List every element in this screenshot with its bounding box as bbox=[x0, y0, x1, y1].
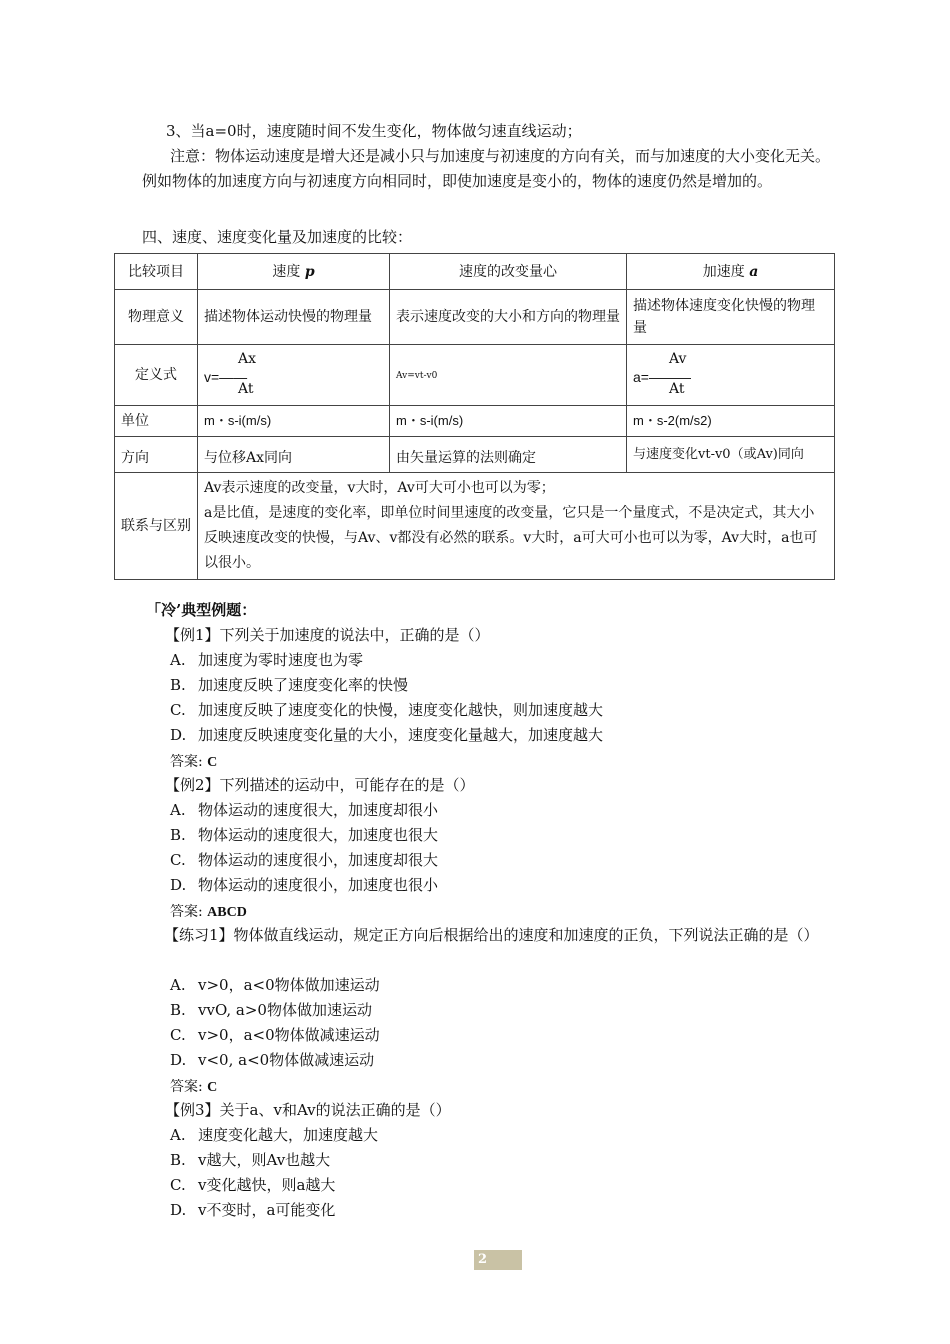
option-text: vvO, a>0物体做加速运动 bbox=[198, 1001, 372, 1019]
practice-1-option-b bbox=[170, 998, 372, 1023]
option-letter: B. bbox=[170, 1151, 186, 1169]
row-label-unit: 单位 bbox=[115, 406, 198, 437]
option-letter: D. bbox=[170, 876, 187, 894]
row-label-meaning: 物理意义 bbox=[115, 290, 198, 345]
example-3-option-a bbox=[170, 1123, 378, 1148]
option-letter: A. bbox=[170, 651, 186, 669]
option-text: v>0，a<0物体做减速运动 bbox=[198, 1026, 380, 1044]
practice-1-question: 【练习1】物体做直线运动，规定正方向后根据给出的速度和加速度的正负，下列说法正确的是（） bbox=[164, 926, 819, 944]
cell-unit-change: m・s-i(m/s) bbox=[390, 406, 627, 437]
answer-value: C bbox=[207, 1080, 218, 1095]
option-text: v变化越快，则a越大 bbox=[198, 1176, 336, 1194]
relation-line-1: Av表示速度的改变量，v大时，Av可大可小也可以为零； bbox=[204, 480, 555, 496]
section-4-heading: 四、速度、速度变化量及加速度的比较： bbox=[142, 228, 413, 246]
option-text: v>0，a<0物体做加速运动 bbox=[198, 976, 380, 994]
option-letter: B. bbox=[170, 1001, 186, 1019]
def-a-numerator: Av bbox=[669, 351, 687, 367]
page-number: 2 bbox=[474, 1250, 522, 1270]
option-letter: A. bbox=[170, 801, 186, 819]
def-a-lhs: a=——— bbox=[633, 369, 691, 385]
def-v-denominator: At bbox=[238, 381, 254, 397]
point-3-text: 3、当a=0时，速度随时间不发生变化，物体做匀速直线运动； bbox=[166, 122, 582, 140]
table-header-row bbox=[115, 254, 835, 290]
option-text: 加速度为零时速度也为零 bbox=[198, 651, 364, 669]
header-acceleration-label: 加速度 bbox=[702, 263, 745, 280]
def-dv-formula: Av=vt-v0 bbox=[396, 371, 438, 381]
examples-title: 「冷’典型例题： bbox=[146, 601, 257, 619]
option-letter: C. bbox=[170, 1176, 186, 1194]
option-letter: D. bbox=[170, 1201, 187, 1219]
header-velocity bbox=[198, 254, 390, 290]
example-2-question: 【例2】下列描述的运动中，可能存在的是（） bbox=[165, 776, 475, 794]
cell-meaning-acceleration: 描述物体速度变化快慢的物理量 bbox=[627, 290, 835, 345]
option-letter: D. bbox=[170, 726, 187, 744]
answer-label: 答案: bbox=[170, 1079, 203, 1095]
option-text: 加速度反映了速度变化率的快慢 bbox=[198, 676, 409, 694]
option-letter: B. bbox=[170, 676, 186, 694]
cell-relation bbox=[198, 473, 835, 580]
option-letter: C. bbox=[170, 1026, 186, 1044]
option-letter: B. bbox=[170, 826, 186, 844]
example-2-option-d bbox=[170, 873, 438, 898]
option-letter: C. bbox=[170, 701, 186, 719]
option-letter: C. bbox=[170, 851, 186, 869]
practice-1-option-a bbox=[170, 973, 380, 998]
def-v-numerator: Ax bbox=[238, 351, 257, 367]
cell-def-acceleration bbox=[627, 345, 835, 406]
table-row-direction bbox=[115, 437, 835, 473]
row-label-relation: 联系与区别 bbox=[115, 473, 198, 580]
option-text: 物体运动的速度很小，加速度却很大 bbox=[198, 851, 439, 869]
answer-value: ABCD bbox=[207, 905, 247, 920]
example-1-option-c bbox=[170, 698, 603, 723]
practice-1-answer bbox=[170, 1076, 217, 1096]
practice-1-option-c bbox=[170, 1023, 380, 1048]
header-velocity-label: 速度 bbox=[272, 263, 301, 280]
option-text: 加速度反映速度变化量的大小，速度变化量越大，加速度越大 bbox=[198, 726, 604, 744]
cell-unit-acceleration: m・s-2(m/s2) bbox=[627, 406, 835, 437]
option-text: v越大，则Av也越大 bbox=[198, 1151, 331, 1169]
example-2-option-b bbox=[170, 823, 438, 848]
table-row-meaning bbox=[115, 290, 835, 345]
header-acceleration bbox=[627, 254, 835, 290]
example-2-option-c bbox=[170, 848, 438, 873]
example-3-option-b bbox=[170, 1148, 330, 1173]
cell-unit-velocity: m・s-i(m/s) bbox=[198, 406, 390, 437]
header-velocity-change: 速度的改变量心 bbox=[390, 254, 627, 290]
table-row-unit bbox=[115, 406, 835, 437]
option-text: 物体运动的速度很大，加速度也很大 bbox=[198, 826, 439, 844]
example-3-option-d bbox=[170, 1198, 335, 1223]
cell-dir-velocity: 与位移Ax同向 bbox=[198, 437, 390, 473]
header-compare-item: 比较项目 bbox=[115, 254, 198, 290]
table-row-definition bbox=[115, 345, 835, 406]
relation-line-2: a是比值，是速度的变化率，即单位时间里速度的改变量，它只是一个量度式，不是决定式，其大小反映速度改变的快慢，与Av、v都没有必然的联系。v大时，a可大可小也可以为零，Av大时，a也可以很小。 bbox=[204, 505, 818, 571]
example-1-answer bbox=[170, 751, 217, 771]
cell-def-change bbox=[390, 345, 627, 406]
example-3-question: 【例3】关于a、v和Av的说法正确的是（） bbox=[165, 1101, 451, 1119]
option-text: v不变时，a可能变化 bbox=[198, 1201, 336, 1219]
table-row-relation bbox=[115, 473, 835, 580]
cell-dir-change: 由矢量运算的法则确定 bbox=[390, 437, 627, 473]
option-text: 速度变化越大，加速度越大 bbox=[198, 1126, 379, 1144]
answer-value: C bbox=[207, 755, 218, 770]
option-letter: D. bbox=[170, 1051, 187, 1069]
comparison-table bbox=[114, 253, 835, 580]
example-1-option-b bbox=[170, 673, 408, 698]
example-2-answer bbox=[170, 901, 247, 921]
cell-meaning-velocity: 描述物体运动快慢的物理量 bbox=[198, 290, 390, 345]
example-1-option-d bbox=[170, 723, 603, 748]
example-3-option-c bbox=[170, 1173, 335, 1198]
example-2-option-a bbox=[170, 798, 438, 823]
option-text: 物体运动的速度很大，加速度却很小 bbox=[198, 801, 439, 819]
option-text: v<0, a<0物体做减速运动 bbox=[198, 1051, 375, 1069]
row-label-direction: 方向 bbox=[115, 437, 198, 473]
row-label-definition: 定义式 bbox=[115, 345, 198, 406]
cell-meaning-change: 表示速度改变的大小和方向的物理量 bbox=[390, 290, 627, 345]
header-acceleration-symbol: a bbox=[749, 263, 759, 280]
def-v-lhs: v=—— bbox=[204, 369, 248, 385]
option-text: 物体运动的速度很小，加速度也很小 bbox=[198, 876, 439, 894]
practice-1-option-d bbox=[170, 1048, 374, 1073]
cell-dir-acceleration: 与速度变化vt-v0（或Av)同向 bbox=[627, 437, 835, 473]
option-text: 加速度反映了速度变化的快慢，速度变化越快，则加速度越大 bbox=[198, 701, 604, 719]
note-paragraph: 注意：物体运动速度是增大还是减小只与加速度与初速度的方向有关，而与加速度的大小变化无关。例如物体的加速度方向与初速度方向相同时，即使加速度是变小的，物体的速度仍然是增加的。 bbox=[142, 147, 831, 190]
example-1-option-a bbox=[170, 648, 363, 673]
answer-label: 答案: bbox=[170, 754, 203, 770]
option-letter: A. bbox=[170, 976, 186, 994]
header-velocity-symbol: p bbox=[304, 263, 315, 280]
def-a-denominator: At bbox=[669, 381, 685, 397]
option-letter: A. bbox=[170, 1126, 186, 1144]
example-1-question: 【例1】下列关于加速度的说法中，正确的是（） bbox=[165, 626, 490, 644]
cell-def-velocity bbox=[198, 345, 390, 406]
answer-label: 答案: bbox=[170, 904, 203, 920]
